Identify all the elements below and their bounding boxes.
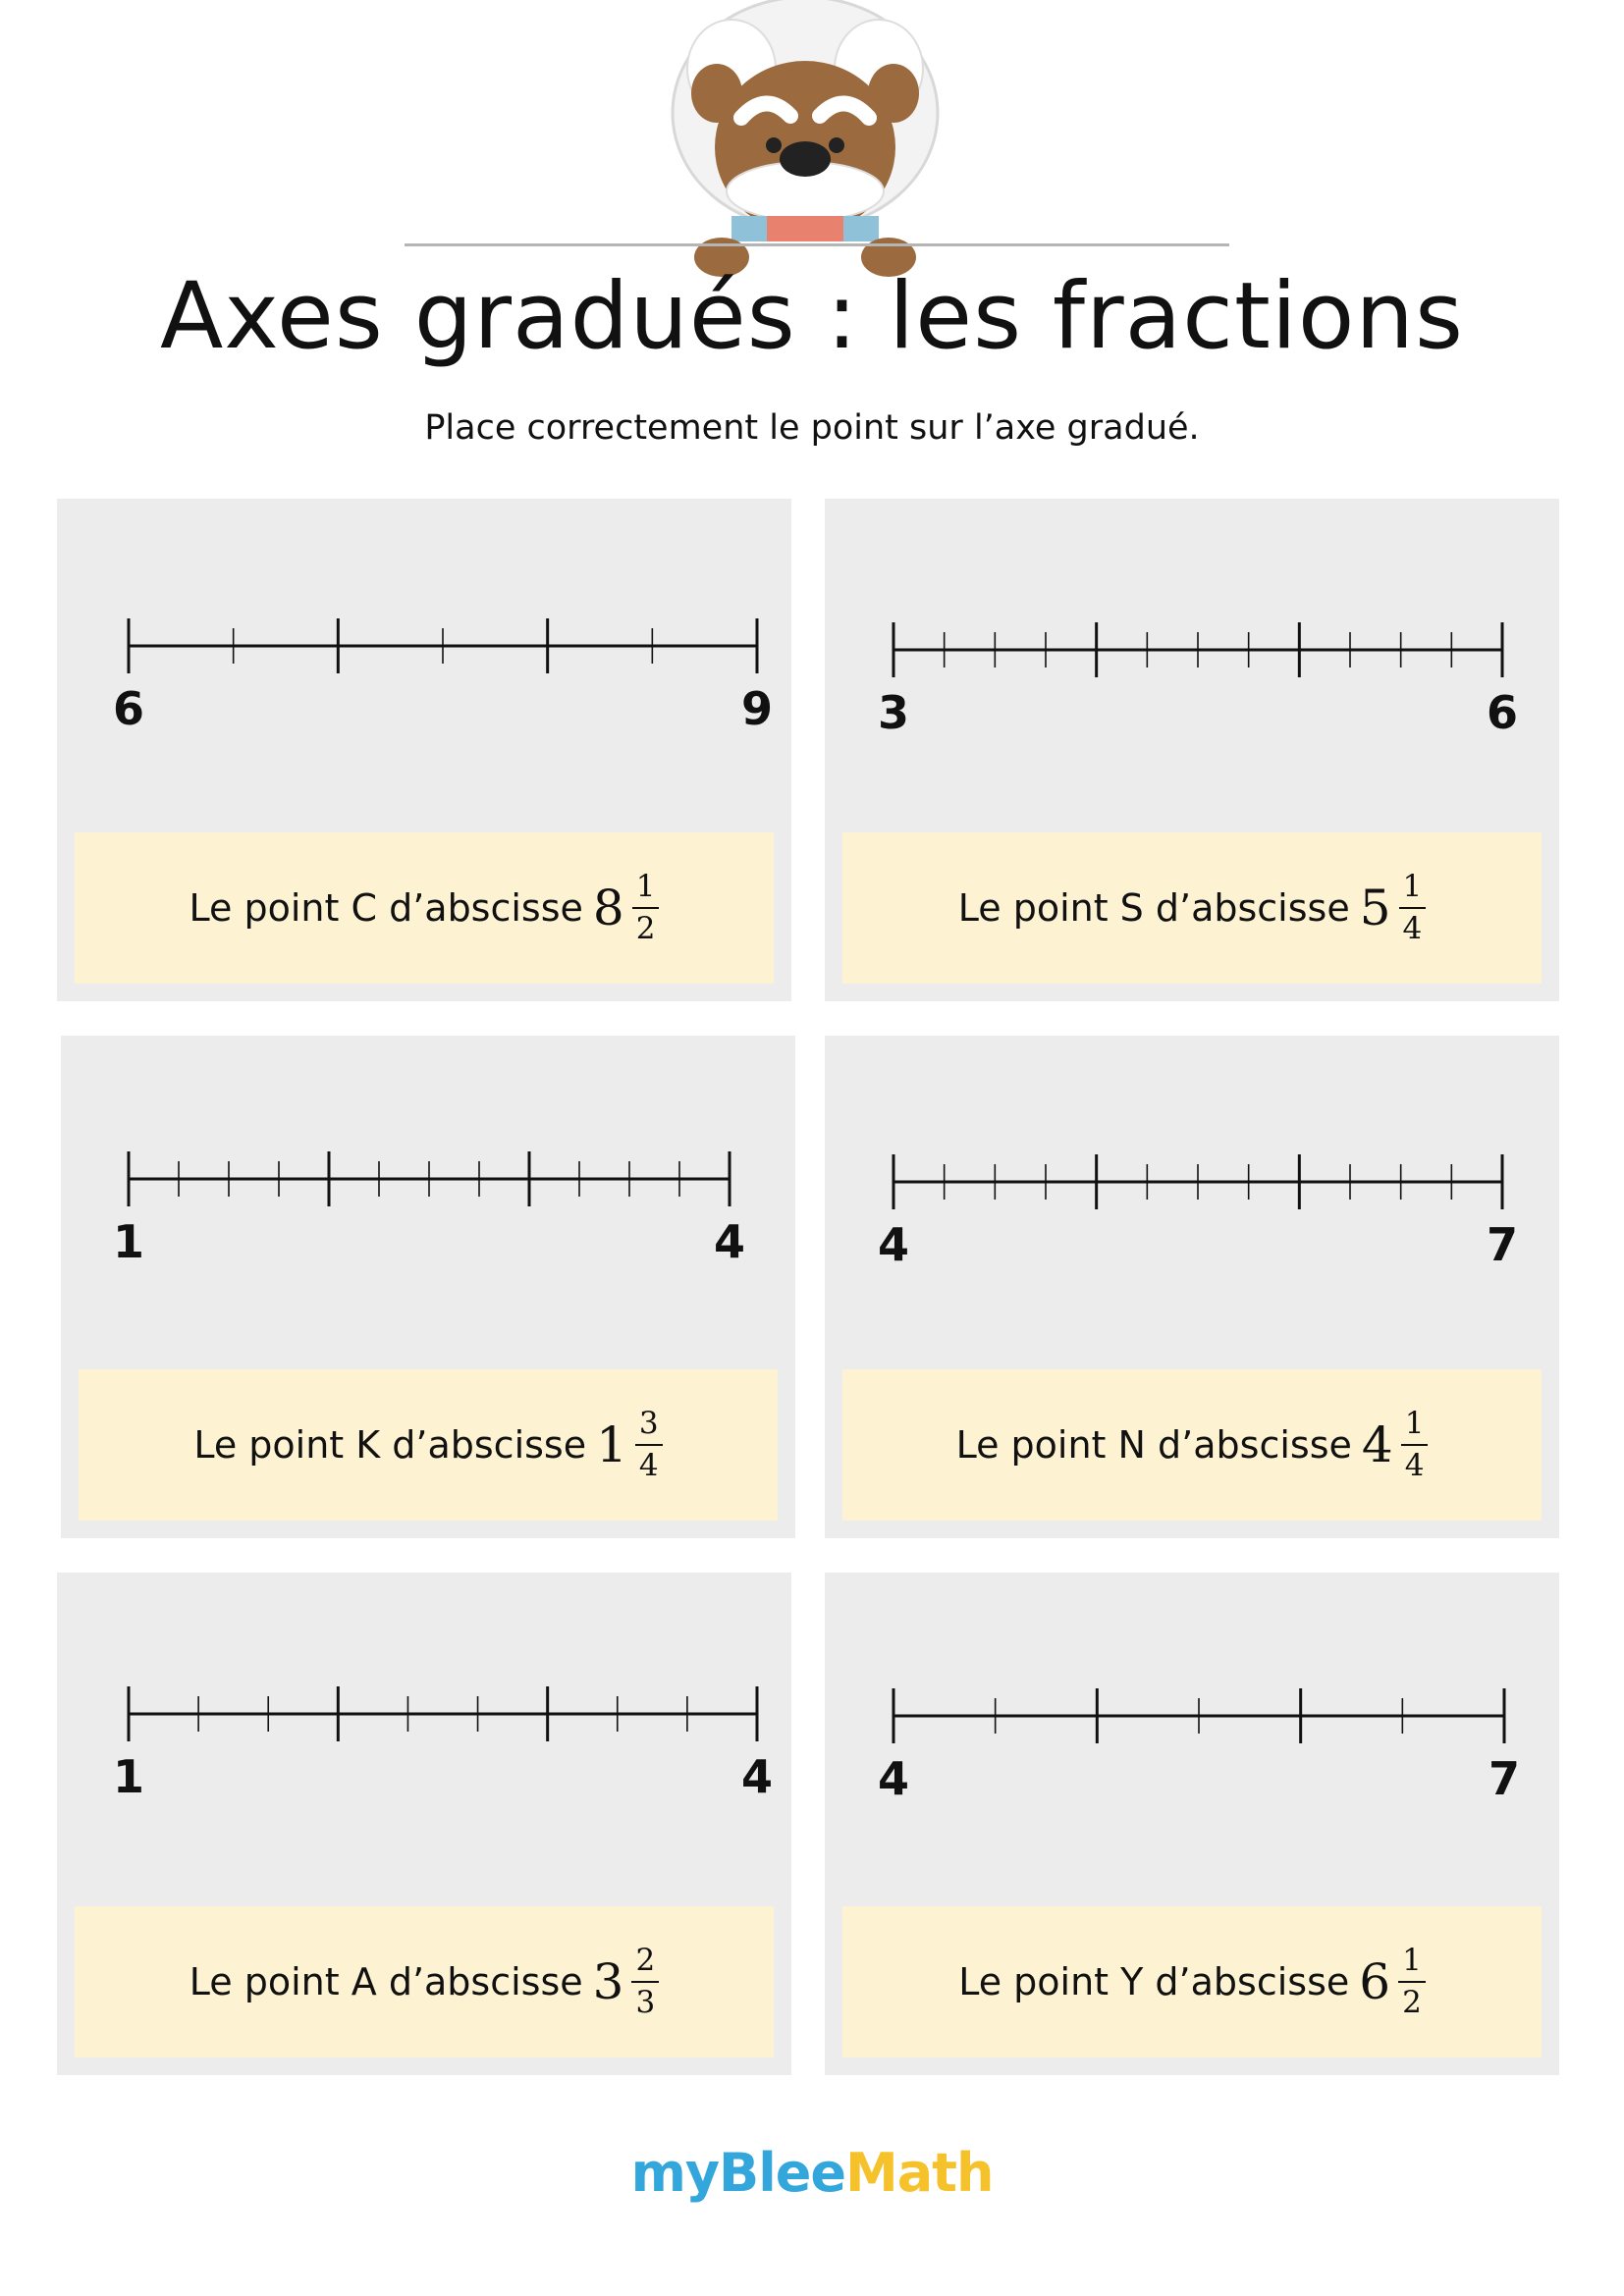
task-box (75, 832, 774, 984)
mixed-number-whole: 5 (1359, 880, 1391, 936)
fraction-numerator: 1 (1401, 1407, 1429, 1446)
exercise-card (825, 499, 1559, 1001)
task-prompt: Le point C d’abscisse (189, 886, 583, 930)
task-prompt: Le point S d’abscisse (957, 886, 1350, 930)
task-prompt: Le point Y d’abscisse (958, 1960, 1350, 2003)
fraction-numerator: 1 (632, 870, 660, 909)
axis-start-label: 1 (112, 1215, 145, 1268)
mixed-number (593, 1944, 660, 2019)
logo-brand: myBlee (630, 2142, 845, 2204)
fraction-denominator: 4 (638, 1448, 659, 1483)
axis-start-label: 1 (112, 1750, 145, 1803)
task-box (79, 1369, 778, 1521)
fraction (1398, 1944, 1426, 2019)
mybleemath-logo (0, 2142, 1624, 2204)
axis-start-label: 6 (112, 682, 145, 735)
number-line[interactable] (57, 1573, 791, 1803)
task-box (75, 1906, 774, 2057)
fraction (632, 870, 660, 945)
task-prompt: Le point A d’abscisse (189, 1960, 583, 2003)
number-line[interactable] (57, 499, 791, 735)
task-box (842, 1369, 1542, 1521)
fraction-denominator: 2 (635, 911, 656, 946)
mixed-number (593, 870, 660, 945)
fraction-numerator: 1 (1398, 1944, 1426, 1983)
axis-end-label: 7 (1486, 1218, 1519, 1271)
task-prompt: Le point N d’abscisse (955, 1423, 1352, 1467)
number-line[interactable] (61, 1036, 795, 1268)
number-line[interactable] (825, 1573, 1559, 1805)
fraction (1399, 870, 1427, 945)
number-line[interactable] (825, 1036, 1559, 1271)
task-box (842, 832, 1542, 984)
fraction-numerator: 1 (1399, 870, 1427, 909)
axis-start-label: 4 (877, 1218, 910, 1271)
axis-end-label: 4 (740, 1750, 774, 1803)
exercise-card (57, 499, 791, 1001)
task-prompt: Le point K d’abscisse (193, 1423, 587, 1467)
axis-start-label: 4 (877, 1752, 910, 1805)
mixed-number (1362, 1407, 1429, 1482)
exercise-card (61, 1036, 795, 1538)
fraction-numerator: 2 (631, 1944, 659, 1983)
logo-subject: Math (844, 2142, 994, 2204)
exercise-card (57, 1573, 791, 2075)
mixed-number (1360, 870, 1427, 945)
number-line[interactable] (825, 499, 1559, 739)
fraction-denominator: 2 (1402, 1985, 1422, 2020)
fraction-numerator: 3 (635, 1407, 663, 1446)
mixed-number-whole: 6 (1359, 1953, 1391, 2010)
bear-mascot-illustration (638, 0, 972, 285)
fraction (631, 1944, 659, 2019)
task-box (842, 1906, 1542, 2057)
mixed-number-whole: 4 (1361, 1416, 1393, 1473)
page-title: Axes gradués : les fractions (160, 263, 1464, 370)
fraction-denominator: 3 (635, 1985, 656, 2020)
axis-end-label: 7 (1488, 1752, 1521, 1805)
fraction (1401, 1407, 1429, 1482)
mixed-number-whole: 3 (592, 1953, 624, 2010)
axis-end-label: 4 (713, 1215, 746, 1268)
axis-end-label: 6 (1486, 686, 1519, 739)
instructions-text: Place correctement le point sur l’axe gradué. (424, 408, 1200, 448)
fraction (635, 1407, 663, 1482)
mixed-number (1359, 1944, 1426, 2019)
mixed-number (596, 1407, 663, 1482)
axis-start-label: 3 (877, 686, 910, 739)
axis-end-label: 9 (740, 682, 774, 735)
mixed-number-whole: 8 (592, 880, 624, 936)
header-divider (405, 243, 1229, 246)
mixed-number-whole: 1 (596, 1416, 627, 1473)
fraction-denominator: 4 (1404, 1448, 1425, 1483)
fraction-denominator: 4 (1402, 911, 1423, 946)
exercise-card (825, 1573, 1559, 2075)
exercise-card (825, 1036, 1559, 1538)
